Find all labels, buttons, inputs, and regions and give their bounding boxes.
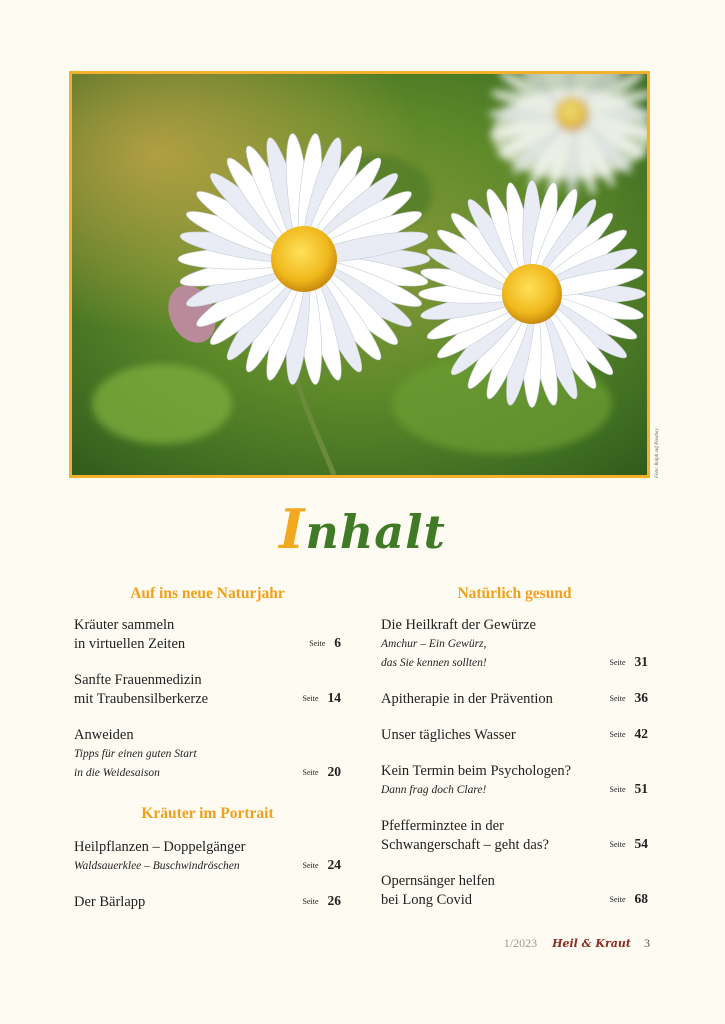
entry-title: Die Heilkraft der Gewürze [381,617,536,633]
page-reference [610,725,649,743]
page-reference [303,689,342,707]
toc-entry[interactable] [74,726,341,783]
toc-column-right [381,585,648,927]
page-reference [610,890,649,908]
entry-title: in virtuellen Zeiten [74,636,186,652]
page-number: 3 [644,936,650,950]
photo-credit: Foto: Ralph auf Pixabay [655,428,660,478]
toc-entry[interactable] [74,838,341,876]
entry-title: Heilpflanzen – Doppelgänger [74,839,246,855]
toc-entry[interactable] [381,690,648,709]
toc-entry[interactable] [381,872,648,910]
entry-subtitle: in die Weidesaison [74,767,160,779]
page-number-ref: 42 [634,726,648,741]
toc-entry[interactable] [381,616,648,673]
entry-title: bei Long Covid [381,892,473,908]
page-number-ref: 68 [634,891,648,906]
cover-photo [69,71,650,478]
page-reference [309,634,341,652]
entry-title: Sanfte Frauenmedizin [74,672,202,688]
seite-label: Seite [609,730,626,739]
entry-subtitle: Dann frag doch Clare! [381,784,487,796]
page-number-ref: 14 [327,690,341,705]
title-initial: I [279,497,306,561]
seite-label: Seite [302,768,319,777]
entry-title: Opernsänger helfen [381,873,495,889]
title-rest: nhalt [305,505,446,559]
entry-title: Anweiden [74,727,134,743]
issue-number: 1/2023 [503,936,538,950]
seite-label: Seite [609,840,626,849]
daisy-photo [72,74,647,475]
entry-title: Pfefferminztee in der [381,818,504,834]
magazine-logo: Heil & Kraut [552,937,631,950]
toc-entry[interactable] [74,671,341,709]
entry-subtitle: das Sie kennen sollten! [381,657,487,669]
page-reference [610,780,649,798]
toc-entry[interactable] [381,762,648,800]
page-number-ref: 6 [334,635,341,650]
section-title: Auf ins neue Naturjahr [130,585,285,602]
toc-column-left [74,585,341,929]
entry-subtitle: Waldsauerklee – Buschwindröschen [74,860,240,872]
page-number-ref: 20 [327,764,341,779]
page-reference [303,763,342,781]
seite-label: Seite [609,658,626,667]
seite-label: Seite [302,897,319,906]
seite-label: Seite [609,785,626,794]
page-number-ref: 31 [634,654,648,669]
page-reference [610,835,649,853]
page-footer [504,936,650,951]
entry-title: Apitherapie in der Prävention [381,691,553,707]
entry-title: Schwangerschaft – geht das? [381,837,549,853]
seite-label: Seite [302,861,319,870]
page-reference [303,892,342,910]
page-reference [610,653,649,671]
entry-title: Kräuter sammeln [74,617,175,633]
seite-label: Seite [609,694,626,703]
toc-entry[interactable] [74,893,341,912]
seite-label: Seite [302,694,319,703]
entry-title: Unser tägliches Wasser [381,727,516,743]
toc-entry[interactable] [74,616,341,654]
page-number-ref: 36 [634,690,648,705]
toc-entry[interactable] [381,726,648,745]
entry-title: mit Traubensilberkerze [74,691,209,707]
page-number-ref: 54 [634,836,648,851]
entry-title: Kein Termin beim Psychologen? [381,763,572,779]
entry-subtitle: Tipps für einen guten Start [74,748,197,760]
section-title: Kräuter im Portrait [141,805,274,822]
page-number-ref: 24 [327,857,341,872]
page-title [0,497,725,561]
page-reference [610,689,649,707]
page-number-ref: 51 [634,781,648,796]
page-number-ref: 26 [327,893,341,908]
toc-entry[interactable] [381,817,648,855]
entry-title: Der Bärlapp [74,894,146,910]
daisy-flower [419,181,646,408]
entry-subtitle: Amchur – Ein Gewürz, [381,638,487,650]
section-title: Natürlich gesund [457,585,572,602]
seite-label: Seite [609,895,626,904]
page-reference [303,856,342,874]
seite-label: Seite [309,639,326,648]
